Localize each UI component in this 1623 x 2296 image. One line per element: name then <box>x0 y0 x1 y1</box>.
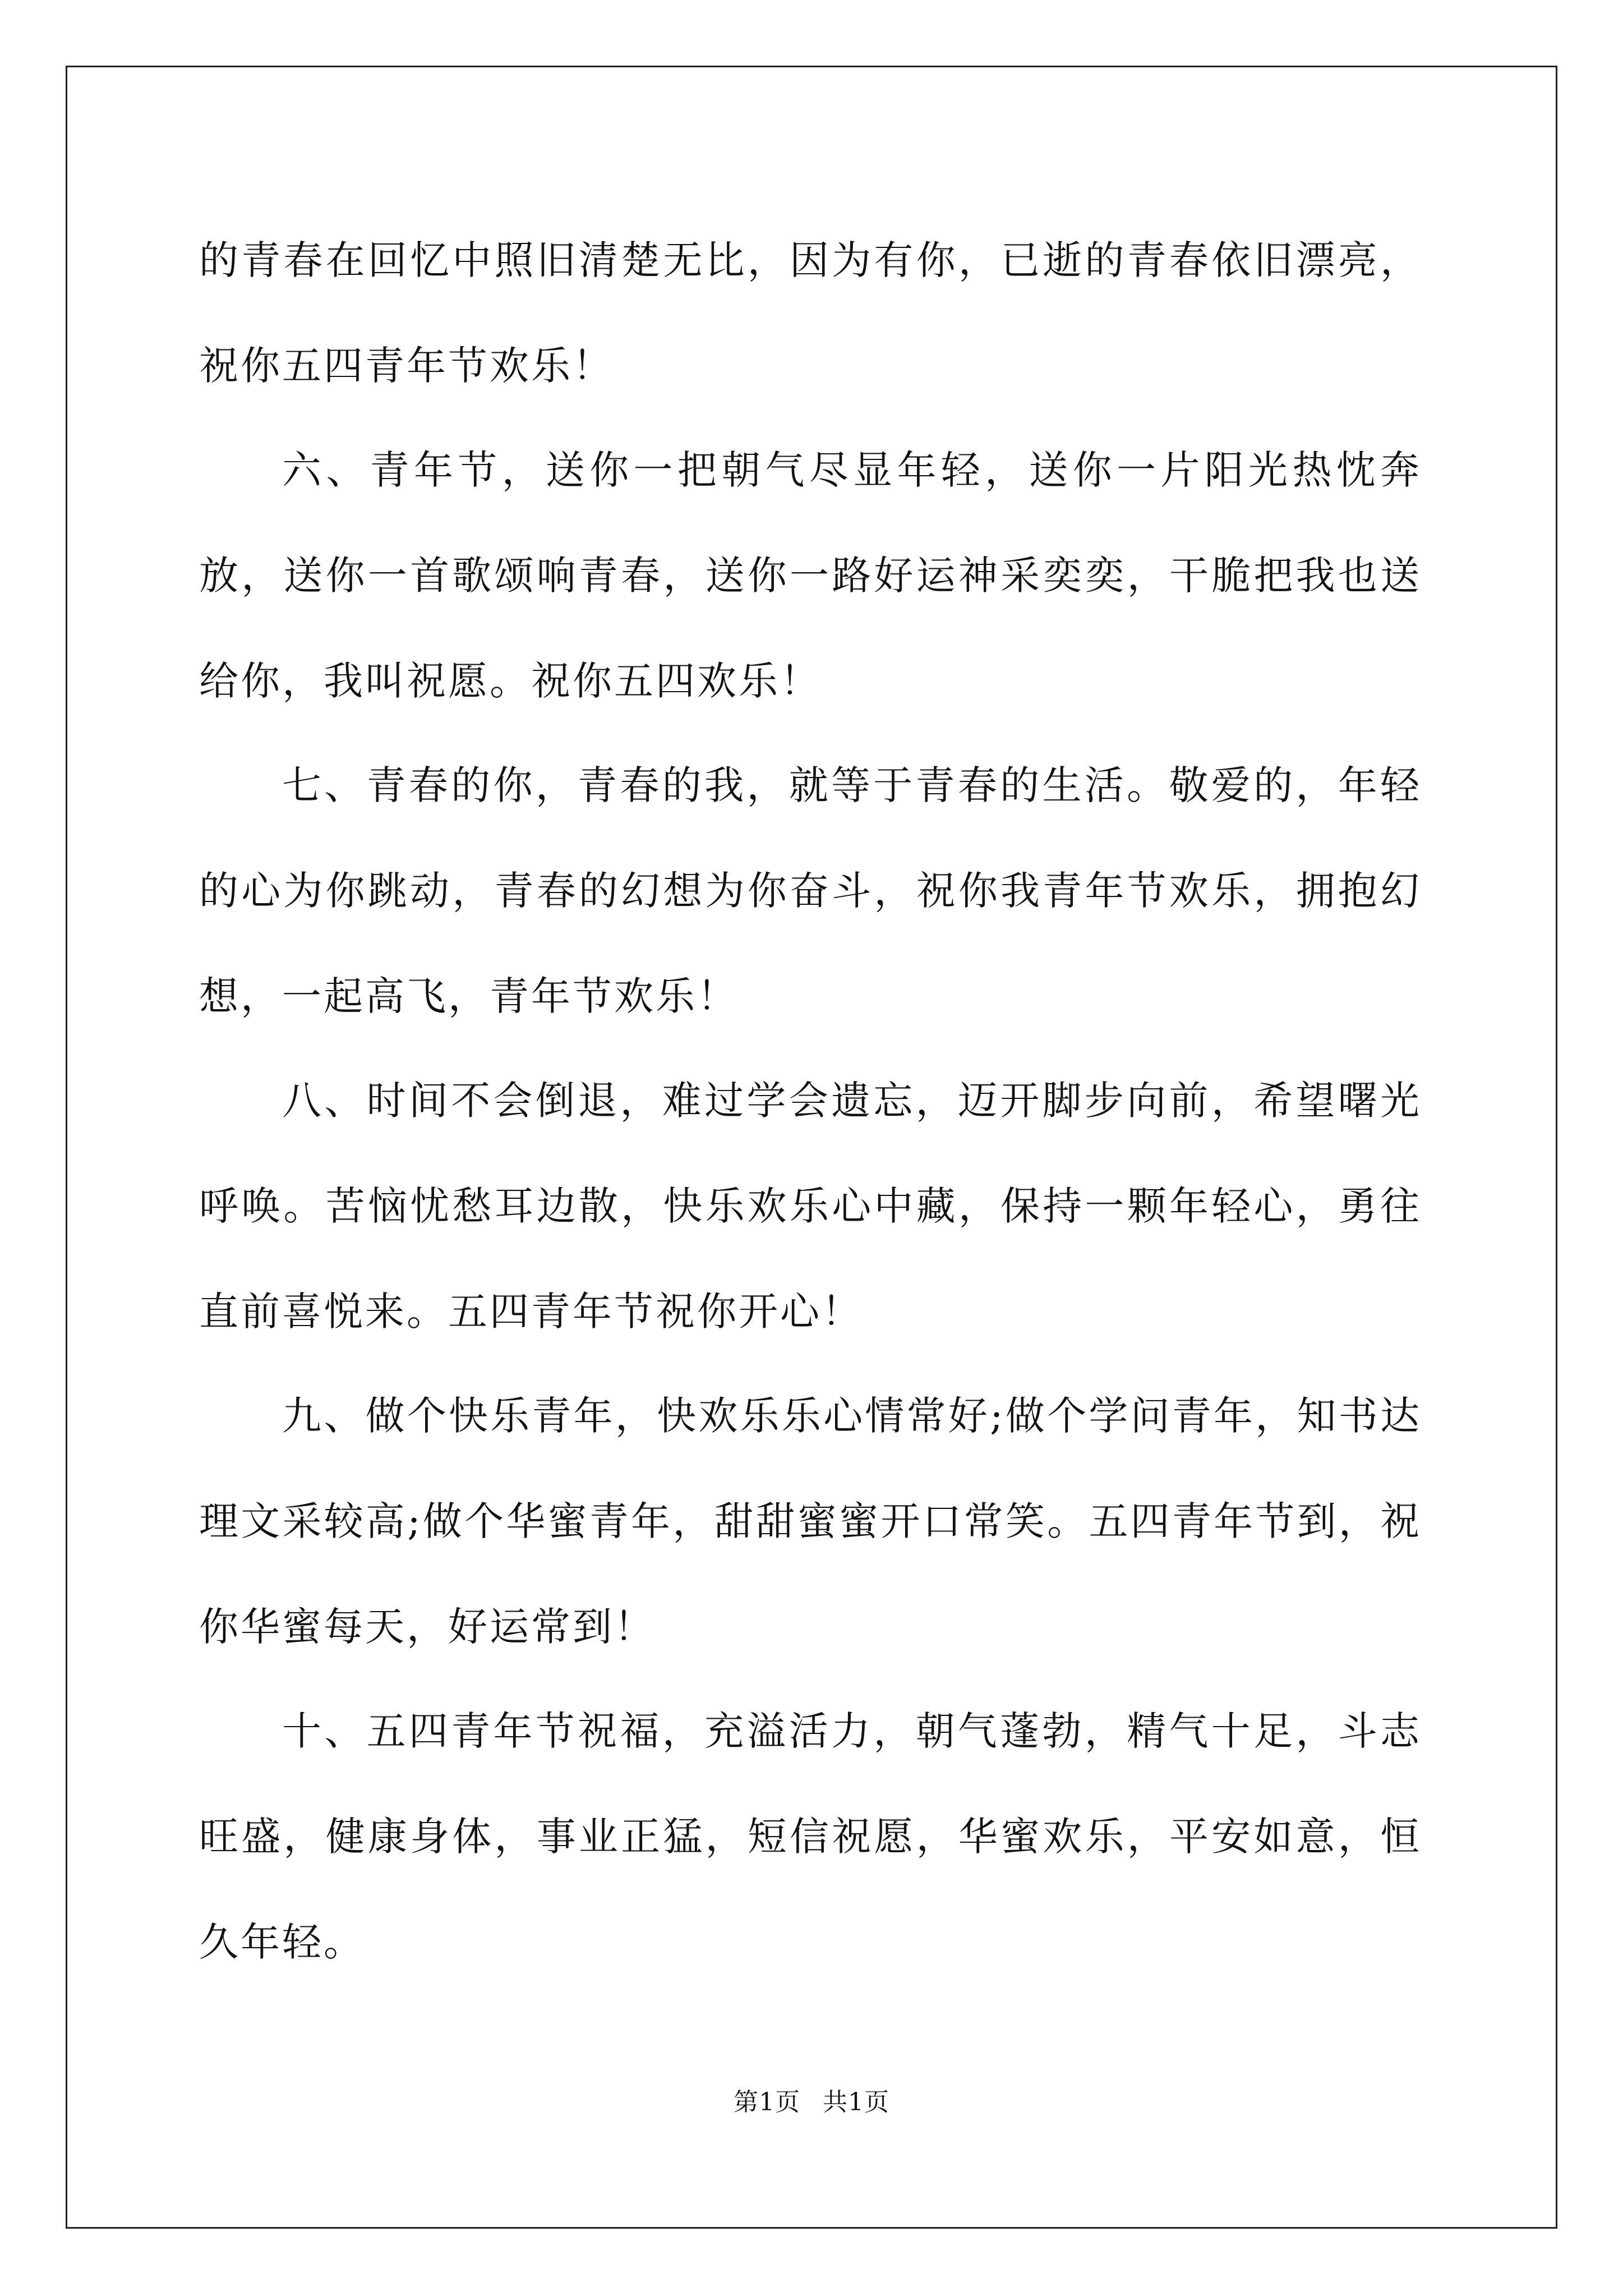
paragraph-continued: 的青春在回忆中照旧清楚无比，因为有你，已逝的青春依旧漂亮，祝你五四青年节欢乐！ <box>199 237 1422 389</box>
paragraph-9: 九、做个快乐青年，快欢乐乐心情常好;做个学问青年，知书达理文采较高;做个华蜜青年，甜甜蜜蜜开口常笑。五四青年节到，祝你华蜜每天，好运常到！ <box>199 1393 1422 1650</box>
paragraph-8: 八、时间不会倒退，难过学会遗忘，迈开脚步向前，希望曙光呼唤。苦恼忧愁耳边散，快乐欢乐心中藏，保持一颗年轻心，勇往直前喜悦来。五四青年节祝你开心！ <box>199 1078 1422 1335</box>
document-body <box>199 208 1422 1994</box>
paragraph-6: 六、青年节，送你一把朝气尽显年轻，送你一片阳光热忱奔放，送你一首歌颂响青春，送你一路好运神采奕奕，干脆把我也送给你，我叫祝愿。祝你五四欢乐！ <box>199 447 1422 704</box>
page-number: 第1页 <box>734 2088 800 2116</box>
paragraph-7: 七、青春的你，青春的我，就等于青春的生活。敬爱的，年轻的心为你跳动，青春的幻想为你奋斗，祝你我青年节欢乐，拥抱幻想，一起高飞，青年节欢乐！ <box>199 762 1422 1019</box>
page-footer <box>0 2086 1623 2119</box>
paragraph-10: 十、五四青年节祝福，充溢活力，朝气蓬勃，精气十足，斗志旺盛，健康身体，事业正猛，短信祝愿，华蜜欢乐，平安如意，恒久年轻。 <box>199 1708 1422 1965</box>
page-total: 共1页 <box>823 2088 889 2116</box>
